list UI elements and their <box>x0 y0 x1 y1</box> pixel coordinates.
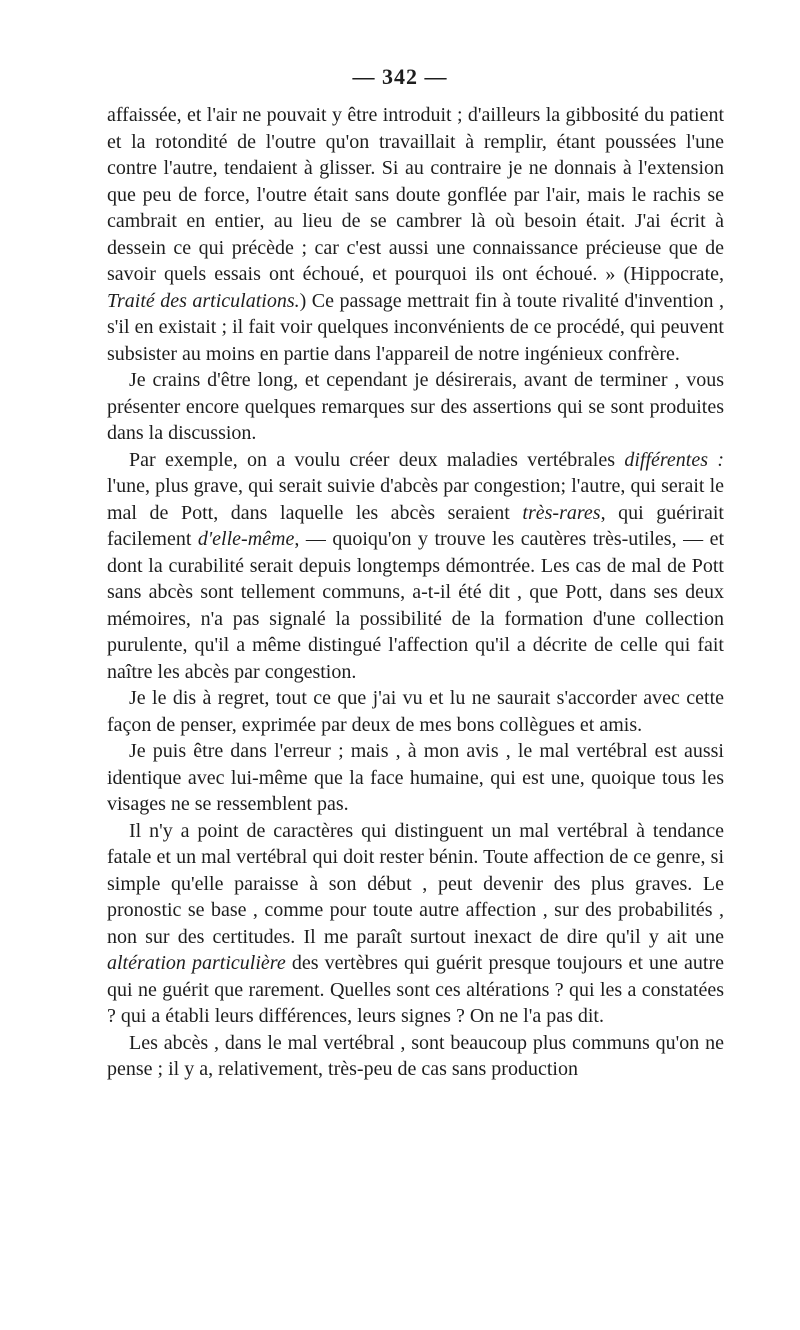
text-run: Je crains d'être long, et cependant je désirerais, avant de terminer , vous présenter encore quelques remarques sur des assertions qui se sont produites dans la discussion. <box>107 369 724 444</box>
text-run: Les abcès , dans le mal vertébral , sont beaucoup plus communs qu'on ne pense ; il y a, relativement, très-peu de cas sans production <box>107 1031 724 1080</box>
text-run: Je le dis à regret, tout ce que j'ai vu et lu ne saurait s'accorder avec cette façon de penser, exprimée par deux de mes bons collègues et amis. <box>107 687 724 736</box>
body-text <box>107 102 724 1083</box>
text-run: , — quoiqu'on y trouve les cautères très-utiles, — et dont la curabilité serait depuis longtemps démontrée. Les cas de mal de Pott sans abcès sont tellement communs, a-t-il été dit , que Pott, dans ses deux mémoires, n'a pas signalé la possibilité de la formation d'une collection purulente, qu'il a même distingué l'affection qu'il a décrite de celle qui fait naître les abcès par congestion. <box>107 528 724 683</box>
italic-text: d'elle-même <box>197 528 295 550</box>
paragraph-p5 <box>107 738 724 818</box>
text-run: des vertèbres qui guérit presque toujours et une autre qui ne guérit que rarement. Quelles sont ces altérations ? qui les a constatées ? qui a établi leurs différences, leurs signes ? On ne l'a pas dit. <box>107 952 724 1027</box>
text-run: Par exemple, on a voulu créer deux maladies vertébrales <box>129 448 625 471</box>
text-run: affaissée, et l'air ne pouvait y être introduit ; d'ailleurs la gibbosité du patient et la rotondité de l'outre qu'on travaillait à remplir, étant poussées l'une contre l'autre, tendaient à glisser. Si au contraire je ne donnais à l'extension que peu de force, l'outre était sans doute gonflée par l'air, mais le rachis se cambrait en entier, au lieu de se cambrer là où besoin était. J'ai écrit à dessein ce qui précède ; car c'est aussi une connaissance précieuse que de savoir quels essais ont échoué, et pourquoi ils ont échoué. » (Hippocrate, <box>107 104 724 285</box>
italic-text: très-rares <box>522 501 601 524</box>
paragraph-p1 <box>107 102 724 367</box>
paragraph-p4 <box>107 685 724 738</box>
paragraph-p3 <box>107 447 724 686</box>
italic-text: altération particulière <box>107 952 286 974</box>
page-number: — 342 — <box>352 64 448 89</box>
paragraph-p6 <box>107 818 724 1030</box>
text-run: ) Ce passage mettrait fin à toute rivalité d'invention , s'il en existait ; il fait voir quelques inconvénients de ce procédé, qui peuvent subsister au moins en partie dans l'appareil de notre ingénieux confrère. <box>107 289 724 365</box>
italic-text: Traité des articulations. <box>107 289 300 312</box>
text-run: l'une, plus grave, qui serait suivie d'abcès par congestion; l'autre, qui serait le mal de Pott, dans laquelle les abcès seraient <box>107 475 724 524</box>
text-run: Il n'y a point de caractères qui distinguent un mal vertébral à tendance fatale et un mal vertébral qui doit rester bénin. Toute affection de ce genre, si simple qu'elle paraisse à son début , peut devenir des plus graves. Le pronostic se base , comme pour toute autre affection , sur des probabilités , non sur des certitudes. Il me paraît surtout inexact de dire qu'il y ait une <box>107 819 724 948</box>
italic-text: différentes : <box>624 448 725 471</box>
text-run: , qui guérirait facilement <box>107 501 724 550</box>
paragraph-p7 <box>107 1030 724 1083</box>
text-run: Je puis être dans l'erreur ; mais , à mon avis , le mal vertébral est aussi identique avec lui-même que la face humaine, qui est une, quoique tous les visages ne se ressemblent pas. <box>107 740 724 815</box>
paragraph-p2 <box>107 367 724 447</box>
